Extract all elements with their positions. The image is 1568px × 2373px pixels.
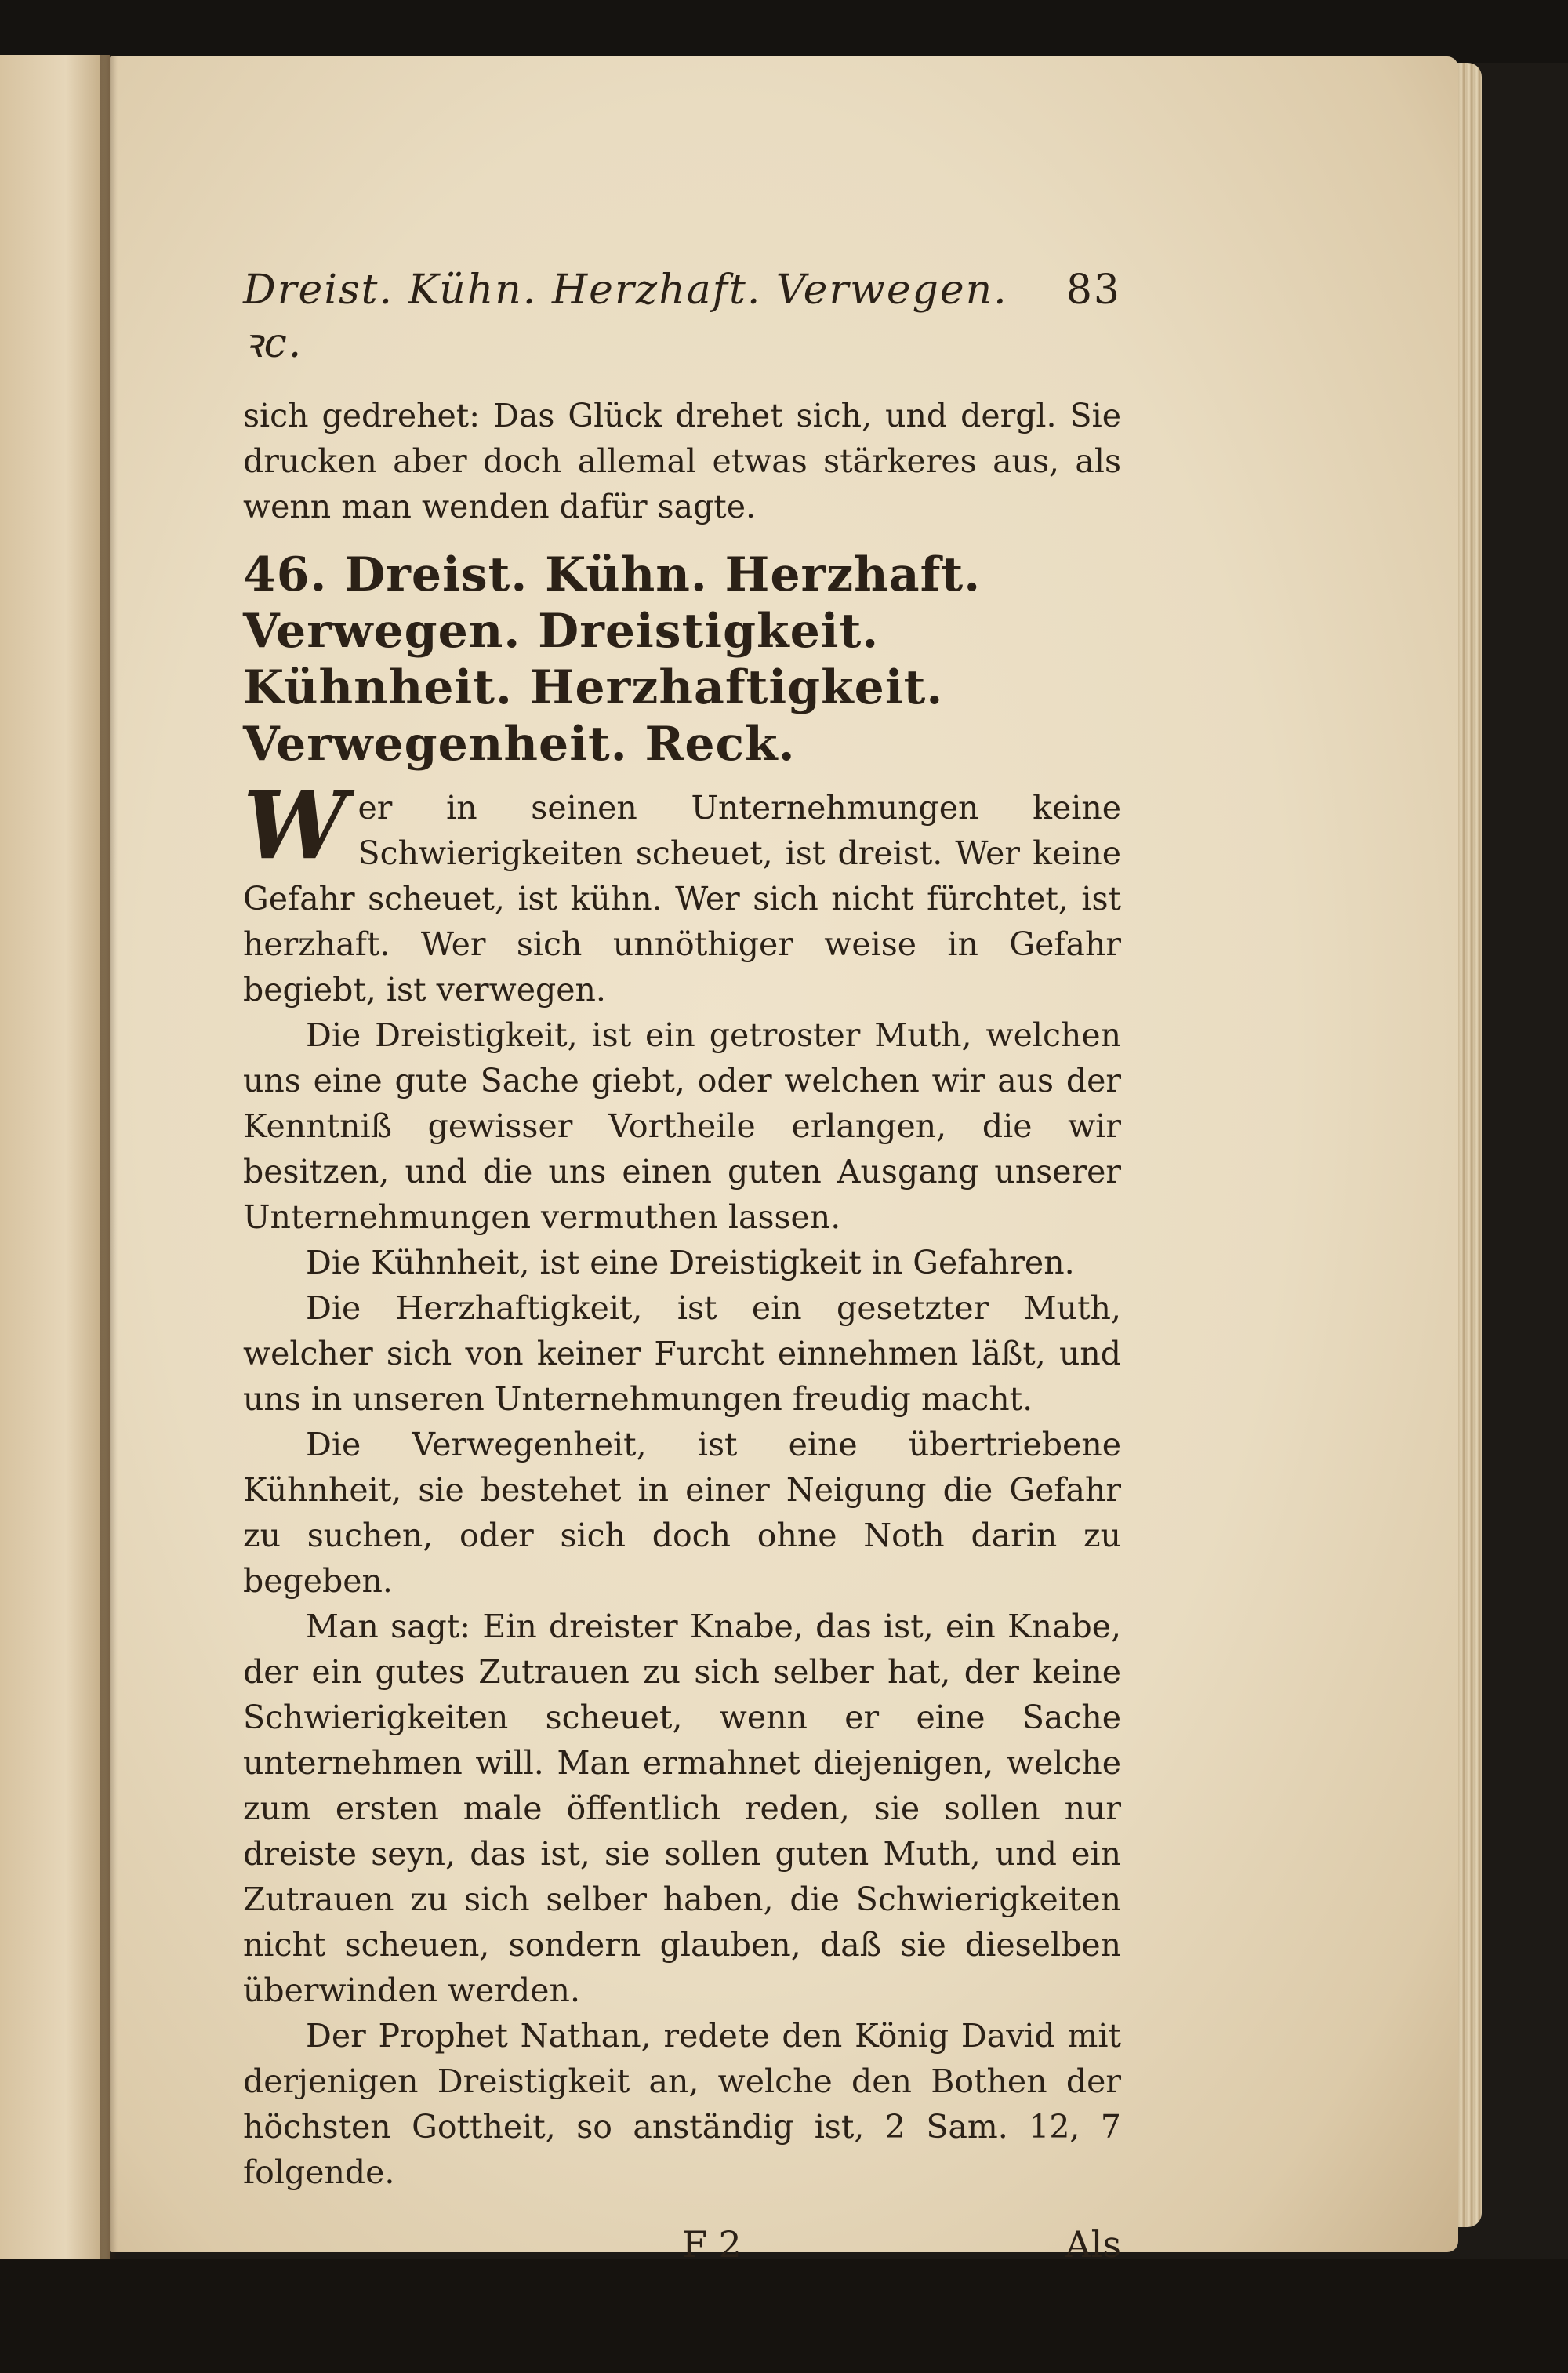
paragraph-definitions <box>243 771 1121 1012</box>
background-top-edge <box>0 0 1568 63</box>
catchword: Als <box>1065 2223 1121 2266</box>
signature-mark: F 2 <box>682 2223 742 2266</box>
paragraph-definitions-text: er in seinen Unternehmungen keine Schwierigkeiten scheuet, ist dreist. Wer keine Gefahr scheuet, ist kühn. Wer sich nicht fürchtet, ist herzhaft. Wer sich unnöthiger weise in Gefahr begiebt, ist verwegen. <box>243 789 1121 1008</box>
left-page-edge <box>0 55 110 2329</box>
paragraph-kuehnheit: Die Kühnheit, ist eine Dreistigkeit in Gefahren. <box>306 1244 1075 1281</box>
spine-shadow <box>100 55 118 2329</box>
page-number: 83 <box>1065 267 1121 314</box>
paragraph-verwegenheit: Die Verwegenheit, ist eine übertriebene Kühnheit, sie bestehet in einer Neigung die Gefahr zu suchen, oder sich doch ohne Noth darin zu begeben. <box>243 1426 1121 1600</box>
running-head <box>243 267 1121 369</box>
paragraph-dreistigkeit: Die Dreistigkeit, ist ein getroster Muth, welchen uns eine gute Sache giebt, oder welchen wir aus der Kenntniß gewisser Vortheile erlangen, die wir besitzen, und die uns einen guten Ausgang unserer Unternehmungen vermuthen lassen. <box>243 1016 1121 1236</box>
running-head-title: Dreist. Kühn. Herzhaft. Verwegen. ꝛc. <box>243 267 1008 367</box>
intro-paragraph: sich gedrehet: Das Glück drehet sich, und dergl. Sie drucken aber doch allemal etwas stärkeres aus, als wenn man wenden dafür sagte. <box>243 397 1121 525</box>
drop-cap-initial: W <box>243 771 347 880</box>
page-footer <box>243 2223 1121 2266</box>
paragraph-herzhaftigkeit: Die Herzhaftigkeit, ist ein gesetzter Muth, welcher sich von keiner Furcht einnehmen läßt, und uns in unseren Unternehmungen freudig macht. <box>243 1289 1121 1418</box>
page-text-block <box>243 267 1121 2266</box>
paragraph-nathan: Der Prophet Nathan, redete den König David mit derjenigen Dreistigkeit an, welche den Bothen der höchsten Gottheit, so anständig ist, 2 Sam. 12, 7 folgende. <box>243 2017 1121 2191</box>
paragraph-examples: Man sagt: Ein dreister Knabe, das ist, ein Knabe, der ein gutes Zutrauen zu sich selber hat, der keine Schwierigkeiten scheuet, wenn er eine Sache unternehmen will. Man ermahnet diejenigen, welche zum ersten male öffentlich reden, sie sollen nur dreiste seyn, das ist, sie sollen guten Muth, und ein Zutrauen zu sich selber haben, die Schwierigkeiten nicht scheuen, sondern glauben, daß sie dieselben überwinden werden. <box>243 1608 1121 2009</box>
body-text <box>243 771 1121 2195</box>
background-bottom <box>0 2259 1568 2373</box>
intro-paragraph-block <box>243 393 1121 529</box>
section-heading: 46. Dreist. Kühn. Herzhaft. Verwegen. Dreistigkeit. Kühnheit. Herzhaftigkeit. Verwegenheit. Reck. <box>243 547 982 772</box>
